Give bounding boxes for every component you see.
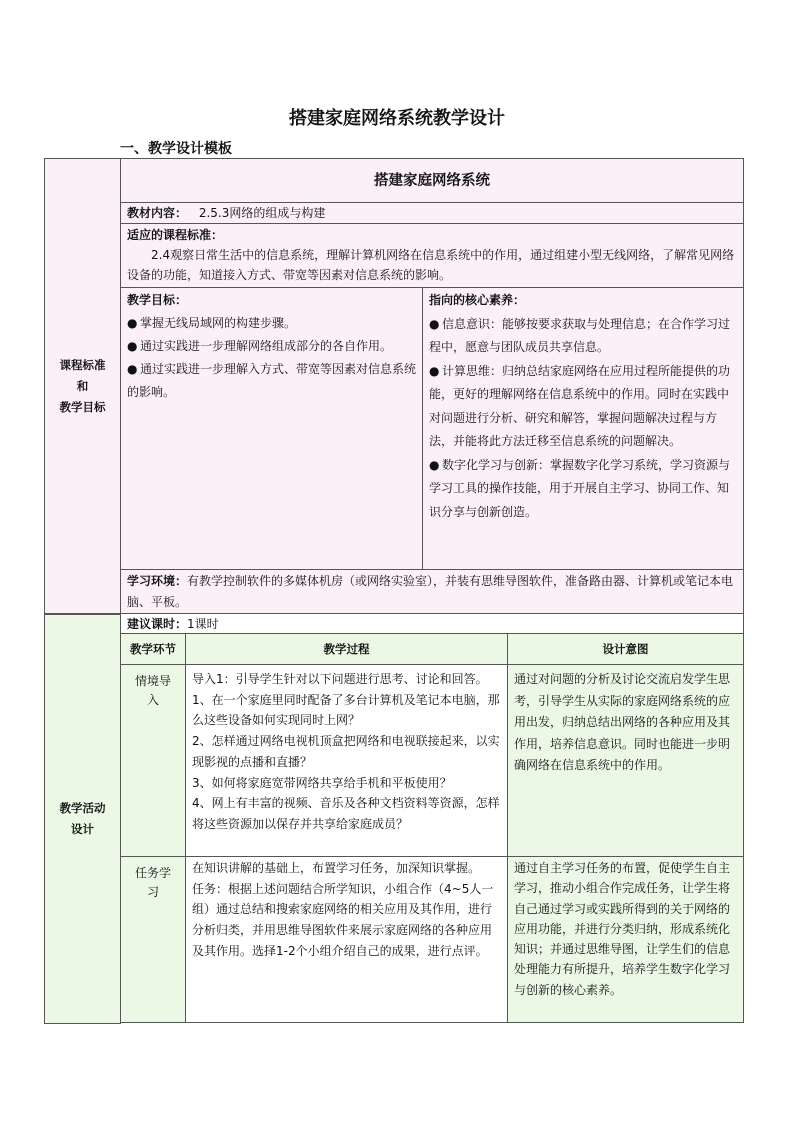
hours-row (120, 613, 744, 634)
side-label-line: 教学目标 (59, 399, 106, 414)
process-line: 任务：根据上述问题结合所学知识，小组合作（4~5人一组）通过总结和搜索家庭网络的相关应用及其作用，进行分析归类，并用思维导图软件来展示家庭网络的各种应用及其作用。选择1-2个小组介绍自己的成果，进行点评。 (192, 881, 494, 958)
material-value: 2.5.3网络的组成与构建 (198, 206, 326, 220)
process-cell (185, 856, 508, 1023)
goal-item: ● 掌握无线局域网的构建步骤。 (127, 316, 297, 330)
section-title: 一、教学设计模板 (120, 141, 232, 157)
hours-label: 建议课时： (127, 617, 188, 631)
header-intent: 设计意图 (507, 633, 744, 665)
page-title: 搭建家庭网络系统教学设计 (289, 108, 505, 129)
side-label-line: 和 (76, 378, 89, 393)
goals-cell (120, 287, 423, 570)
material-row (120, 202, 744, 224)
goals-label: 教学目标： (127, 293, 188, 307)
process-cell (185, 664, 508, 857)
side-label-line: 设计 (71, 822, 94, 836)
goal-item: ● 通过实践进一步理解网络组成部分的各自作用。 (127, 339, 393, 353)
stage-cell (120, 664, 186, 857)
activities-side-label (44, 614, 121, 1024)
side-label-line: 教学活动 (59, 801, 106, 815)
literacy-label: 指向的核心素养： (429, 293, 526, 307)
lesson-title: 搭建家庭网络系统 (120, 158, 744, 203)
material-label: 教材内容： (127, 206, 188, 220)
environment-label: 学习环境： (127, 574, 188, 588)
header-process: 教学过程 (185, 633, 508, 665)
literacy-item: ● 数字化学习与创新：掌握数字化学习系统，学习资源与学习工具的操作技能，用于开展自主学习、协同工作、知识分享与创新创造。 (429, 457, 731, 519)
hours-value: 1课时 (187, 617, 219, 631)
process-line: 导入1：引导学生针对以下问题进行思考、讨论和回答。 (192, 672, 488, 686)
environment-text: 有教学控制软件的多媒体机房（或网络实验室），并装有思维导图软件，准备路由器、计算机或笔记本电脑、平板。 (127, 574, 734, 609)
intent-cell (507, 856, 744, 1023)
side-label-line: 课程标准 (59, 357, 106, 372)
standards-side-label (44, 158, 121, 614)
stage-cell (120, 856, 186, 1023)
standard-row (120, 223, 744, 288)
standard-text: 2.4观察日常生活中的信息系统，理解计算机网络在信息系统中的作用，通过组建小型无线网络，了解常见网络设备的功能，知道接入方式、带宽等因素对信息系统的影响。 (127, 248, 735, 282)
environment-row (120, 569, 744, 614)
intent-text: 通过自主学习任务的布置，促使学生自主学习，推动小组合作完成任务，让学生将自己通过学习或实践所得到的关于网络的应用功能，并进行分类归纳，形成系统化知识；并通过思维导图，让学生们的信息处理能力有所提升，培养学生数字化学习与创新的核心素养。 (514, 861, 731, 997)
process-line: 3、如何将家庭宽带网络共享给手机和平板使用？ (192, 775, 452, 790)
process-line: 在知识讲解的基础上，布置学习任务，加深知识掌握。 (192, 861, 481, 875)
stage-label: 任务学习 (135, 866, 172, 899)
literacy-cell (422, 287, 744, 570)
process-line: 1、在一个家庭里同时配备了多台计算机及笔记本电脑，那么这些设备如何实现同时上网？ (192, 692, 500, 728)
intent-text: 通过对问题的分析及讨论交流启发学生思考，引导学生从实际的家庭网络系统的应用出发，归纳总结出网络的各种应用及其作用，培养信息意识。同时也能进一步明确网络在信息系统中的作用。 (514, 672, 731, 772)
goal-item: ● 通过实践进一步理解入方式、带宽等因素对信息系统的影响。 (127, 362, 417, 399)
stage-label: 情境导入 (135, 674, 172, 707)
literacy-item: ● 计算思维：归纳总结家庭网络在应用过程所能提供的功能，更好的理解网络在信息系统中的作用。同时在实践中对问题进行分析、研究和解答，掌握问题解决过程与方法，并能将此方法迁移至信息系统的问题解决。 (429, 363, 731, 448)
header-stage: 教学环节 (120, 633, 186, 665)
process-line: 4、网上有丰富的视频、音乐及各种文档资料等资源，怎样将这些资源加以保存并共享给家庭成员？ (192, 796, 500, 831)
intent-cell (507, 664, 744, 857)
standard-label: 适应的课程标准： (127, 228, 224, 242)
process-line: 2、怎样通过网络电视机顶盒把网络和电视联接起来，以实现影视的点播和直播？ (192, 734, 500, 769)
literacy-item: ● 信息意识：能够按要求获取与处理信息；在合作学习过程中，愿意与团队成员共享信息。 (429, 316, 731, 354)
